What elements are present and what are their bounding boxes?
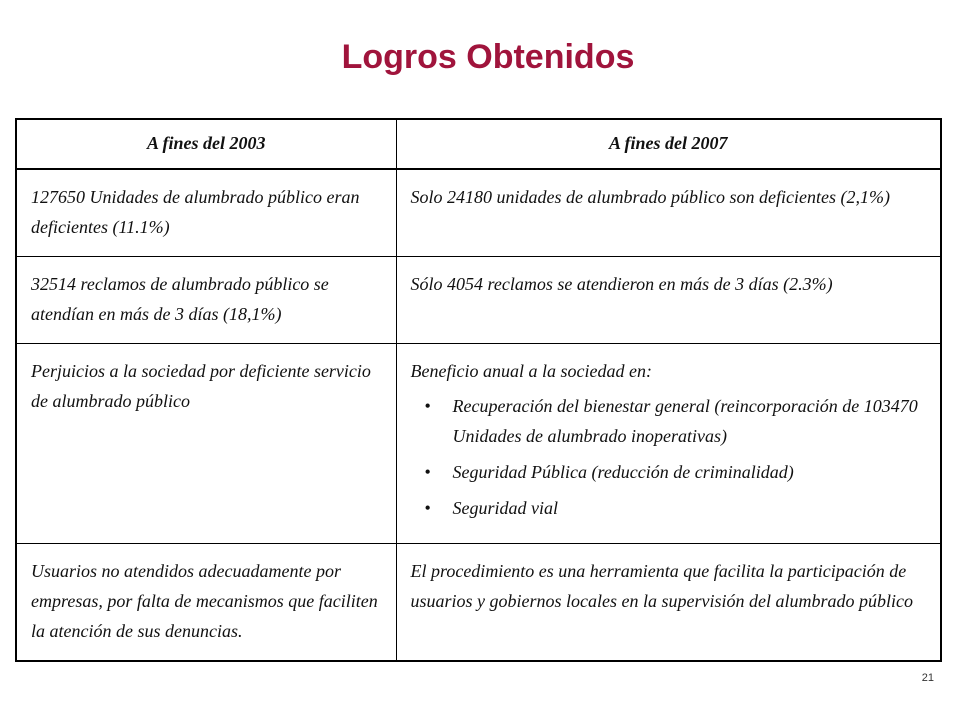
table-cell-2007: Sólo 4054 reclamos se atendieron en más de 3 días (2.3%) bbox=[396, 257, 941, 344]
slide-title: Logros Obtenidos bbox=[341, 38, 635, 76]
benefit-item: • Recuperación del bienestar general (reincorporación de 103470 Unidades de alumbrado inoperativas) bbox=[453, 391, 933, 451]
page-number: 21 bbox=[921, 672, 934, 684]
benefit-intro: Beneficio anual a la sociedad en: bbox=[410, 361, 652, 381]
benefit-item: • Seguridad vial bbox=[453, 493, 933, 523]
table-cell-2003: Usuarios no atendidos adecuadamente por empresas, por falta de mecanismos que faciliten la atención de sus denuncias. bbox=[16, 544, 396, 662]
column-header-2007: A fines del 2007 bbox=[396, 119, 941, 169]
table-cell-2007: Solo 24180 unidades de alumbrado público son deficientes (2,1%) bbox=[396, 169, 941, 257]
table-cell-2007 bbox=[396, 344, 941, 544]
achievements-table bbox=[15, 118, 942, 662]
benefit-item: • Seguridad Pública (reducción de criminalidad) bbox=[453, 457, 933, 487]
column-header-2003: A fines del 2003 bbox=[16, 119, 396, 169]
table-row bbox=[16, 257, 941, 344]
table-header-row bbox=[16, 119, 941, 169]
table-cell-2003: Perjuicios a la sociedad por deficiente servicio de alumbrado público bbox=[16, 344, 396, 544]
benefit-list bbox=[411, 391, 933, 523]
table-row bbox=[16, 344, 941, 544]
table-cell-2003: 32514 reclamos de alumbrado público se atendían en más de 3 días (18,1%) bbox=[16, 257, 396, 344]
table-row bbox=[16, 544, 941, 662]
table-row bbox=[16, 169, 941, 257]
table-cell-2003: 127650 Unidades de alumbrado público eran deficientes (11.1%) bbox=[16, 169, 396, 257]
table-cell-2007: El procedimiento es una herramienta que facilita la participación de usuarios y gobiernos locales en la supervisión del alumbrado público bbox=[396, 544, 941, 662]
